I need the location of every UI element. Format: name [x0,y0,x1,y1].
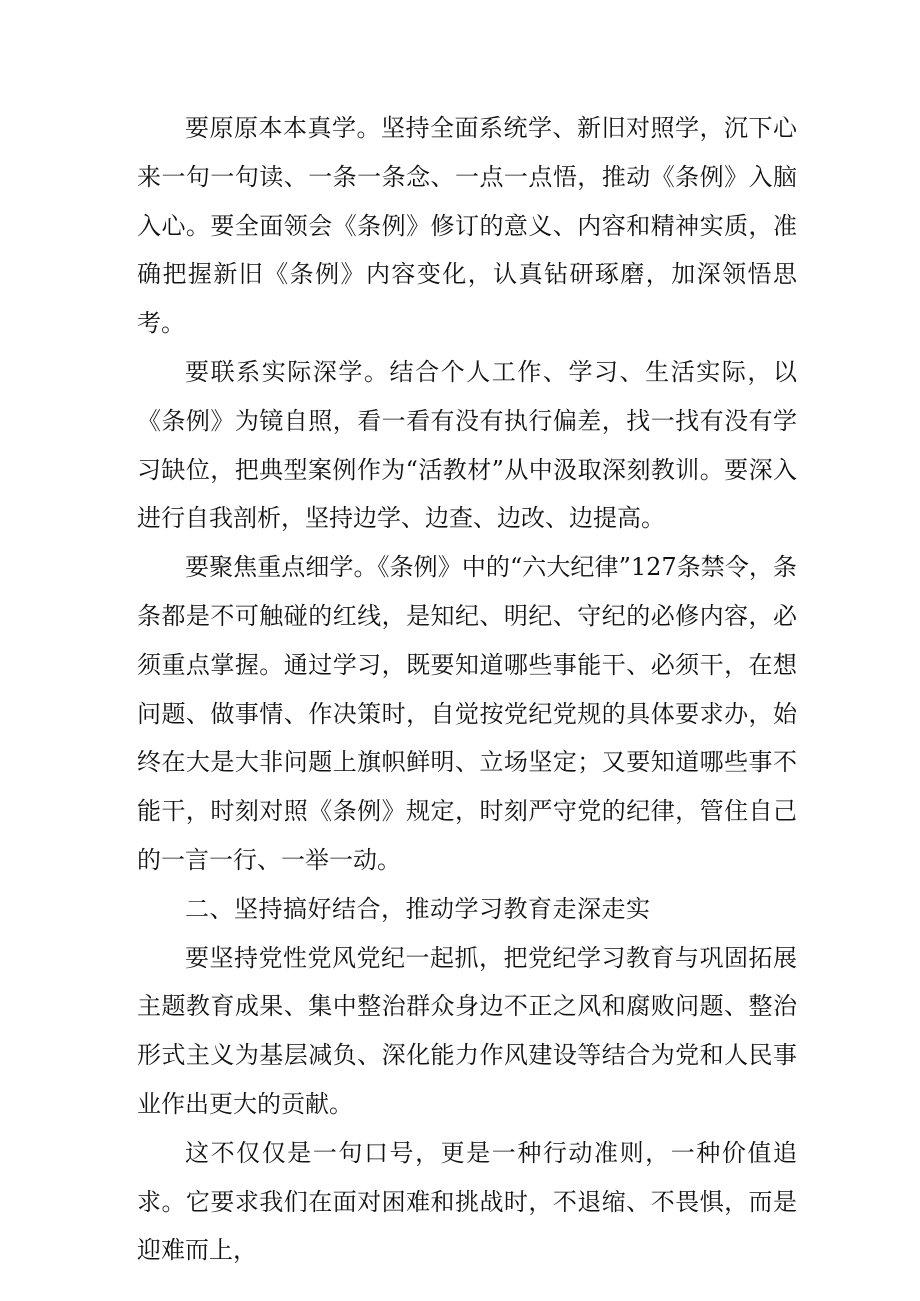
paragraph-study-focus: 要聚焦重点细学。《条例》中的“六大纪律”127条禁令，条条都是不可触碰的红线，是知纪、明纪、守纪的必修内容，必须重点掌握。通过学习，既要知道哪些事能干、必须干，在想问题、做事情、作决策时，自觉按党纪党规的具体要求办，始终在大是大非问题上旗帜鲜明、立场坚定；又要知道哪些事不能干，时刻对照《条例》规定，时刻严守党的纪律，管住自己的一言一行、一举一动。 [137,553,797,874]
paragraph-study-practice: 要联系实际深学。结合个人工作、学习、生活实际，以《条例》为镜自照，看一看有没有执行偏差，找一找有没有学习缺位，把典型案例作为“活教材”从中汲取深刻教训。要深入进行自我剖析，坚持边学、边查、边改、边提高。 [137,357,797,533]
document-body [137,104,797,1275]
paragraph-study-original: 要原原本本真学。坚持全面系统学、新旧对照学，沉下心来一句一句读、一条一条念、一点一点悟，推动《条例》入脑入心。要全面领会《条例》修订的意义、内容和精神实质，准确把握新旧《条例》内容变化，认真钻研琢磨，加深领悟思考。 [137,114,797,338]
paragraph-slogan: 这不仅仅是一句口号，更是一种行动准则，一种价值追求。它要求我们在面对困难和挑战时，不退缩、不畏惧，而是迎难而上， [137,1138,797,1265]
section-heading: 二、坚持搞好结合，推动学习教育走深走实 [185,894,651,923]
paragraph-combine: 要坚持党性党风党纪一起抓，把党纪学习教育与巩固拓展主题教育成果、集中整治群众身边不正之风和腐败问题、整治形式主义为基层减负、深化能力作风建设等结合为党和人民事业作出更大的贡献。 [137,943,797,1118]
